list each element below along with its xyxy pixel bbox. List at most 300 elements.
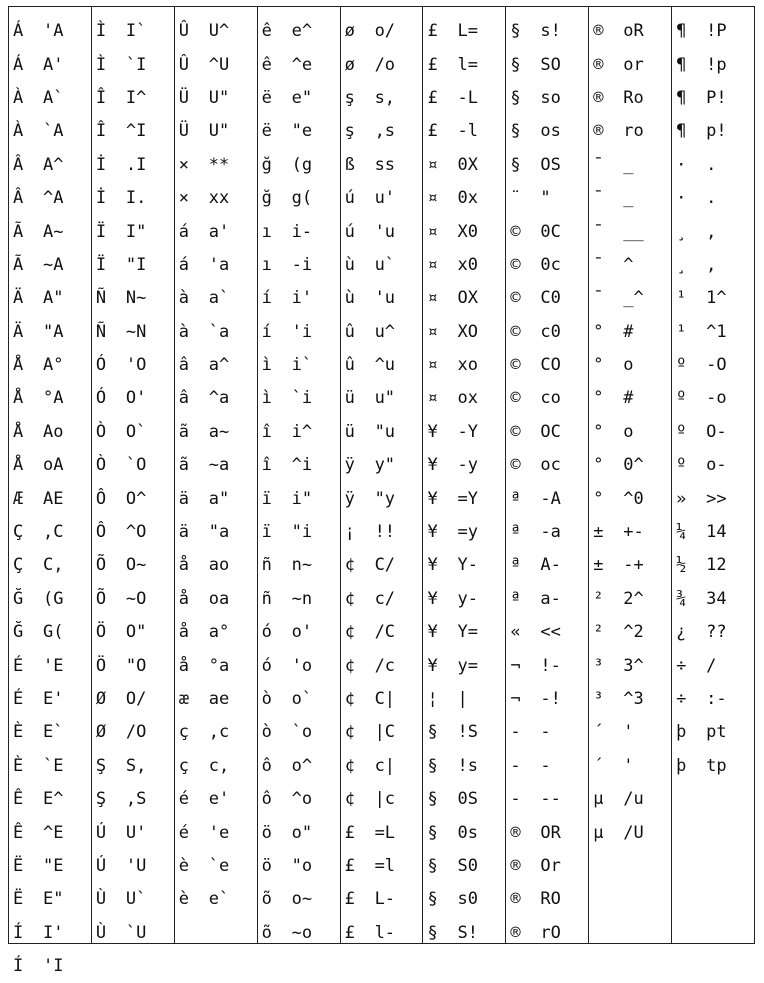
result-character: Ş [95,789,107,810]
result-character: ª [510,555,521,576]
key-sequence: |c [374,789,396,810]
result-character: Å [13,455,24,476]
result-character: « [510,622,521,643]
key-sequence: ^i [291,455,313,476]
result-character: ¢ [344,588,355,609]
result-character: § [510,54,521,75]
result-character: ¯ [593,288,604,309]
result-character: Î [95,121,107,142]
table-row [9,683,91,716]
table-row [92,783,174,816]
table-row [589,816,671,849]
table-row [175,316,257,349]
table-row [258,349,340,382]
table-row [506,583,588,616]
result-character: ü [344,421,355,442]
key-sequence: A" [43,288,64,309]
table-row [423,249,505,282]
key-sequence: | [457,689,468,709]
key-sequence: ?? [706,622,727,643]
key-sequence: `i [291,388,313,409]
key-sequence: 0x [457,188,478,209]
key-sequence: ^2 [623,622,644,643]
table-row [175,850,257,883]
key-sequence: `I [125,54,147,75]
table-row [92,850,174,883]
result-character: ø [344,21,355,42]
table-row [258,149,340,182]
table-row [423,816,505,849]
key-sequence: 'E [43,655,64,676]
table-row [9,649,91,682]
key-sequence: 'u [374,288,396,309]
result-character: ¥ [427,555,438,576]
key-sequence: N~ [125,288,147,309]
table-row [92,716,174,749]
result-character: ÿ [344,488,355,509]
key-sequence: xo [457,355,478,376]
table-row [341,850,423,883]
table-row [341,382,423,415]
result-character: ¡ [344,522,355,543]
key-sequence: i- [291,221,313,242]
result-character: Â [13,154,24,175]
result-character: ş [344,121,355,142]
result-character: ¬ [510,689,521,709]
result-character: Û [178,21,190,42]
key-sequence: "e [291,121,313,142]
result-character: ¬ [510,655,521,676]
result-character: © [510,221,521,242]
table-row [506,516,588,549]
table-row [258,816,340,849]
key-sequence: 'O [125,355,147,376]
table-row [589,48,671,81]
result-character: İ [95,188,107,209]
key-sequence: a' [208,221,230,242]
result-character: á [178,254,190,275]
table-row [92,15,174,48]
key-sequence: 12 [706,555,727,576]
key-sequence: " [540,188,551,209]
table-row [258,316,340,349]
result-character: © [510,321,521,342]
table-row [589,316,671,349]
key-sequence: -! [540,689,561,709]
result-character: Á [13,21,24,42]
result-character: © [510,421,521,442]
key-sequence: ~A [43,254,64,275]
result-character: Ñ [95,321,107,342]
result-character: ş [344,87,355,108]
result-character: Õ [95,588,107,609]
key-sequence: -L [457,87,478,108]
table-column [9,7,92,977]
key-sequence: 'i [291,321,313,342]
key-sequence: A° [43,355,64,376]
table-row [423,48,505,81]
key-sequence: /U [623,822,644,843]
key-sequence: e' [208,789,230,810]
table-row [589,215,671,248]
result-character: ã [178,455,190,476]
key-sequence: S, [125,755,147,776]
key-sequence: 'A [43,21,64,42]
table-row [258,883,340,916]
table-row [423,316,505,349]
result-character: ± [593,522,604,543]
key-sequence: -- [540,789,561,810]
table-row [341,816,423,849]
key-sequence: l- [374,922,396,943]
key-sequence: !! [374,522,396,543]
key-sequence: 3^ [623,655,644,676]
table-row [506,883,588,916]
table-row [506,750,588,783]
result-character: ä [178,488,190,509]
key-sequence: `U [125,922,147,943]
table-row [506,182,588,215]
result-character: ® [593,54,604,75]
table-row [423,716,505,749]
result-character: ñ [261,555,272,576]
key-sequence: -y [457,455,478,476]
key-sequence: 'e [208,822,230,843]
key-sequence: . [706,188,717,209]
result-character: ê [261,54,272,75]
result-character: Ø [95,722,107,743]
key-sequence: "E [43,855,64,876]
table-row [341,549,423,582]
key-sequence: 0S [457,789,478,810]
key-sequence: G( [43,622,64,643]
key-sequence: g( [291,188,313,209]
table-row [672,15,754,48]
key-sequence: ro [623,121,644,142]
table-row [589,115,671,148]
result-character: å [178,622,190,643]
key-sequence: l= [457,54,478,75]
result-character: É [13,655,24,676]
key-sequence: u^ [374,321,396,342]
table-row [672,516,754,549]
result-character: ¯ [593,254,604,275]
key-sequence: -o [706,388,727,409]
result-character: · [676,188,687,209]
key-sequence: -l [457,121,478,142]
table-row [92,549,174,582]
key-sequence: I. [125,188,147,209]
result-character: ¥ [427,488,438,509]
table-row [506,48,588,81]
result-character: ø [344,54,355,75]
table-row [341,516,423,549]
table-row [672,316,754,349]
result-character: ú [344,188,355,209]
result-character: ¿ [676,622,687,643]
table-row [589,282,671,315]
key-sequence: y" [374,455,396,476]
result-character: è [178,889,190,910]
result-character: £ [427,54,438,75]
table-row [9,616,91,649]
result-character: Â [13,188,24,209]
table-row [589,416,671,449]
result-character: ò [261,689,272,709]
table-row [9,349,91,382]
key-sequence: A- [540,555,561,576]
result-character: ì [261,355,272,376]
table-row [9,115,91,148]
result-character: £ [344,855,355,876]
key-sequence: !s [457,755,478,776]
key-sequence: "I [125,254,147,275]
table-row [423,115,505,148]
result-character: þ [676,722,687,743]
key-sequence: a" [208,488,230,509]
key-sequence: c| [374,755,396,776]
key-sequence: XO [457,321,478,342]
result-character: ã [178,421,190,442]
key-sequence: !S [457,722,478,743]
result-character: ò [261,722,272,743]
result-character: â [178,388,190,409]
table-row [92,215,174,248]
table-row [175,449,257,482]
table-row [672,115,754,148]
key-sequence: I' [43,922,64,943]
table-row [175,215,257,248]
table-row [258,115,340,148]
table-row [258,549,340,582]
table-row [506,816,588,849]
table-row [92,82,174,115]
key-sequence: 'u [374,221,396,242]
key-sequence: "O [125,655,147,676]
result-character: Ü [178,87,190,108]
key-sequence: s0 [457,889,478,910]
key-sequence: C, [43,555,64,576]
result-character: É [13,689,24,709]
key-sequence: OC [540,421,561,442]
table-row [341,215,423,248]
table-row [423,182,505,215]
result-character: Ê [13,822,24,843]
table-row [175,616,257,649]
table-row [258,649,340,682]
key-sequence: e^ [291,21,313,42]
result-character: Ğ [13,622,24,643]
key-sequence: °A [43,388,64,409]
table-row [175,716,257,749]
table-row [423,282,505,315]
result-character: å [178,555,190,576]
table-row [9,282,91,315]
key-sequence: ~O [125,588,147,609]
table-row [423,783,505,816]
result-character: ° [593,488,604,509]
key-sequence: O^ [125,488,147,509]
key-sequence: E^ [43,789,64,810]
result-character: ô [261,789,272,810]
result-character: ÷ [676,689,687,709]
table-row [506,316,588,349]
result-character: © [510,254,521,275]
table-row [341,249,423,282]
result-character: × [178,154,190,175]
table-row [506,783,588,816]
key-sequence: oa [208,588,230,609]
key-sequence: os [540,121,561,142]
result-character: ê [261,21,272,42]
table-row [258,750,340,783]
key-sequence: `o [291,722,313,743]
table-row [589,750,671,783]
result-character: Ú [95,855,107,876]
key-sequence: a` [208,288,230,309]
table-row [9,516,91,549]
result-character: ú [344,221,355,242]
result-character: ¥ [427,421,438,442]
table-row [9,816,91,849]
result-character: Å [13,355,24,376]
table-row [258,683,340,716]
result-character: ® [510,922,521,943]
table-row [9,783,91,816]
result-character: ² [593,622,604,643]
key-sequence: U^ [208,21,230,42]
key-sequence: O/ [125,689,147,709]
key-sequence: _ [623,154,634,175]
key-sequence: O~ [125,555,147,576]
key-sequence: -Y [457,421,478,442]
table-row [423,449,505,482]
table-row [175,583,257,616]
result-character: ñ [261,588,272,609]
key-sequence: RO [540,889,561,910]
table-row [258,482,340,515]
table-row [92,917,174,950]
key-sequence: co [540,388,561,409]
table-row [506,850,588,883]
result-character: Ú [95,822,107,843]
result-character: ó [261,622,272,643]
result-character: ¶ [676,121,687,142]
table-row [9,716,91,749]
result-character: § [510,87,521,108]
result-character: Ø [95,689,107,709]
result-character: ¥ [427,522,438,543]
table-row [341,750,423,783]
key-sequence: ^a [208,388,230,409]
result-character: Ó [95,355,107,376]
key-sequence: E' [43,689,64,709]
key-sequence: "u [374,421,396,442]
key-sequence: C| [374,689,396,709]
key-sequence: - [540,755,551,776]
result-character: ® [510,889,521,910]
key-sequence: x0 [457,254,478,275]
table-row [258,15,340,48]
key-sequence: o` [291,689,313,709]
result-character: ü [344,388,355,409]
table-row [92,48,174,81]
table-row [9,316,91,349]
key-sequence: 0^ [623,455,644,476]
table-row [506,482,588,515]
key-sequence: ^1 [706,321,727,342]
table-row [589,549,671,582]
result-character: Ò [95,421,107,442]
result-character: å [178,588,190,609]
result-character: ° [593,355,604,376]
result-character: Ê [13,789,24,810]
result-character: Á [13,54,24,75]
table-row [92,115,174,148]
key-sequence: n~ [291,555,313,576]
table-row [258,783,340,816]
table-row [672,416,754,449]
key-sequence: !p [706,54,727,75]
key-sequence: y= [457,655,478,676]
key-sequence: =y [457,522,478,543]
table-row [175,516,257,549]
result-character: ¥ [427,622,438,643]
result-character: º [676,455,687,476]
key-sequence: /u [623,789,644,810]
key-sequence: _^ [623,288,644,309]
result-character: § [427,822,438,843]
table-row [175,15,257,48]
result-character: Ù [95,922,107,943]
result-character: ä [178,522,190,543]
key-sequence: u' [374,188,396,209]
key-sequence: P! [706,87,727,108]
table-row [506,115,588,148]
result-character: ¢ [344,622,355,643]
result-character: ¯ [593,154,604,175]
key-sequence: ** [208,154,230,175]
key-sequence: i" [291,488,313,509]
table-row [589,182,671,215]
key-sequence: E` [43,722,64,743]
key-sequence: or [623,54,644,75]
table-row [175,282,257,315]
result-character: £ [344,889,355,910]
table-row [672,182,754,215]
key-sequence: .I [125,154,147,175]
result-character: Ä [13,321,24,342]
result-character: ¤ [427,154,438,175]
table-row [92,482,174,515]
key-sequence: /O [125,722,147,743]
table-row [341,182,423,215]
table-row [589,683,671,716]
key-sequence: 1^ [706,288,727,309]
result-character: Ï [95,254,107,275]
result-character: Î [95,87,107,108]
result-character: Ä [13,288,24,309]
result-character: ç [178,755,190,776]
table-row [175,816,257,849]
table-row [341,883,423,916]
table-row [672,716,754,749]
table-row [423,917,505,950]
key-sequence: ~n [291,588,313,609]
result-character: µ [593,822,604,843]
result-character: ¢ [344,755,355,776]
table-row [92,182,174,215]
